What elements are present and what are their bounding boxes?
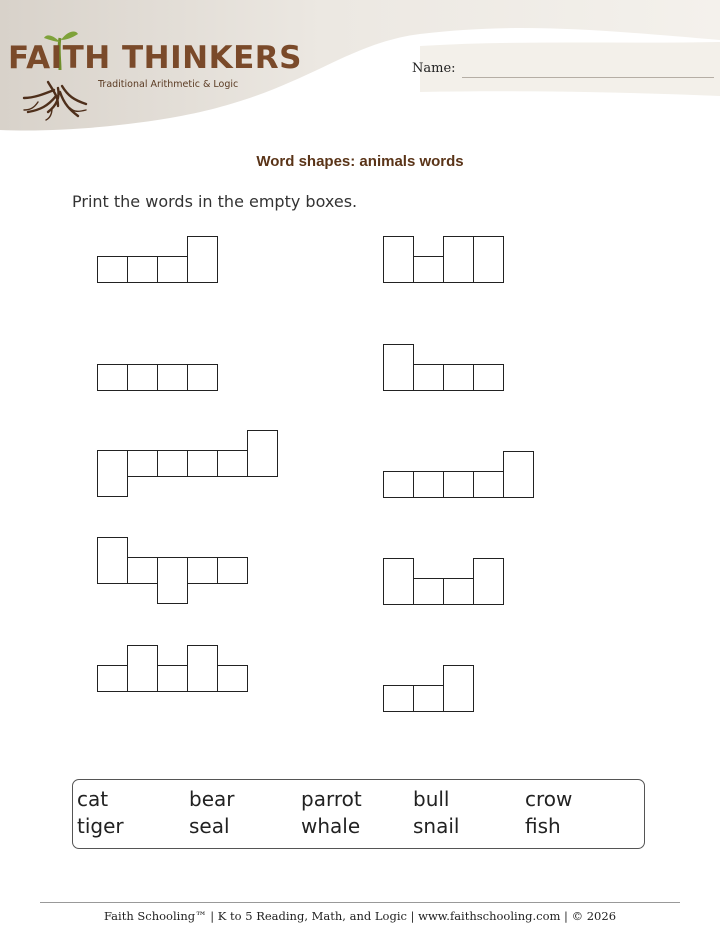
letter-box[interactable] xyxy=(414,365,444,391)
letter-box[interactable] xyxy=(158,558,188,604)
word-shape-4 xyxy=(384,345,504,391)
letter-box[interactable] xyxy=(98,365,128,391)
letter-box[interactable] xyxy=(98,666,128,692)
footer-text: Faith Schooling™ | K to 5 Reading, Math, and Logic | www.faithschooling.com | © 2026 xyxy=(103,909,617,923)
letter-box[interactable] xyxy=(188,451,218,477)
worksheet-instructions: Print the words in the empty boxes. xyxy=(72,192,358,211)
letter-box[interactable] xyxy=(384,237,414,283)
word-shape-1 xyxy=(98,237,218,283)
word-bank-word: whale xyxy=(301,814,361,838)
worksheet-title: Word shapes: animals words xyxy=(256,153,464,170)
letter-box[interactable] xyxy=(218,666,248,692)
logo-wordmark: FAITH THINKERS xyxy=(8,40,302,76)
word-shape-6 xyxy=(384,452,534,498)
letter-box[interactable] xyxy=(444,237,474,283)
letter-box[interactable] xyxy=(128,257,158,283)
letter-box[interactable] xyxy=(218,558,248,584)
word-shape-3 xyxy=(98,365,218,391)
letter-box[interactable] xyxy=(414,686,444,712)
logo-tagline: Traditional Arithmetic & Logic xyxy=(98,79,239,90)
letter-box[interactable] xyxy=(158,451,188,477)
word-bank-word: cat xyxy=(77,787,109,811)
letter-box[interactable] xyxy=(414,472,444,498)
word-shape-2 xyxy=(384,237,504,283)
letter-box[interactable] xyxy=(158,666,188,692)
letter-box[interactable] xyxy=(188,365,218,391)
letter-box[interactable] xyxy=(384,472,414,498)
word-bank-word: tiger xyxy=(77,814,124,838)
letter-box[interactable] xyxy=(188,558,218,584)
word-shape-9 xyxy=(98,646,248,692)
letter-box[interactable] xyxy=(444,666,474,712)
letter-box[interactable] xyxy=(474,237,504,283)
footer-divider xyxy=(40,902,680,903)
word-bank-word: snail xyxy=(413,814,460,838)
letter-box[interactable] xyxy=(384,345,414,391)
word-shape-7 xyxy=(98,538,248,604)
letter-box[interactable] xyxy=(474,365,504,391)
word-bank-word: fish xyxy=(525,814,561,838)
word-bank-word: bear xyxy=(189,787,235,811)
letter-box[interactable] xyxy=(504,452,534,498)
word-bank-word: seal xyxy=(189,814,230,838)
letter-box[interactable] xyxy=(98,538,128,584)
word-bank-word: bull xyxy=(413,787,450,811)
letter-box[interactable] xyxy=(188,237,218,283)
letter-box[interactable] xyxy=(414,257,444,283)
letter-box[interactable] xyxy=(128,451,158,477)
letter-box[interactable] xyxy=(158,365,188,391)
word-bank-word: parrot xyxy=(301,787,362,811)
word-shape-5 xyxy=(98,431,278,497)
word-bank-word: crow xyxy=(525,787,573,811)
letter-box[interactable] xyxy=(444,365,474,391)
letter-box[interactable] xyxy=(98,451,128,497)
letter-box[interactable] xyxy=(444,472,474,498)
name-label: Name: xyxy=(412,61,456,76)
letter-box[interactable] xyxy=(384,686,414,712)
letter-box[interactable] xyxy=(158,257,188,283)
letter-box[interactable] xyxy=(474,472,504,498)
letter-box[interactable] xyxy=(128,646,158,692)
letter-box[interactable] xyxy=(414,579,444,605)
word-shape-8 xyxy=(384,559,504,605)
letter-box[interactable] xyxy=(128,558,158,584)
letter-box[interactable] xyxy=(218,451,248,477)
letter-box[interactable] xyxy=(384,559,414,605)
word-bank xyxy=(72,779,645,849)
letter-box[interactable] xyxy=(444,579,474,605)
letter-box[interactable] xyxy=(188,646,218,692)
word-shape-10 xyxy=(384,666,474,712)
letter-box[interactable] xyxy=(248,431,278,477)
letter-box[interactable] xyxy=(474,559,504,605)
letter-box[interactable] xyxy=(128,365,158,391)
letter-box[interactable] xyxy=(98,257,128,283)
